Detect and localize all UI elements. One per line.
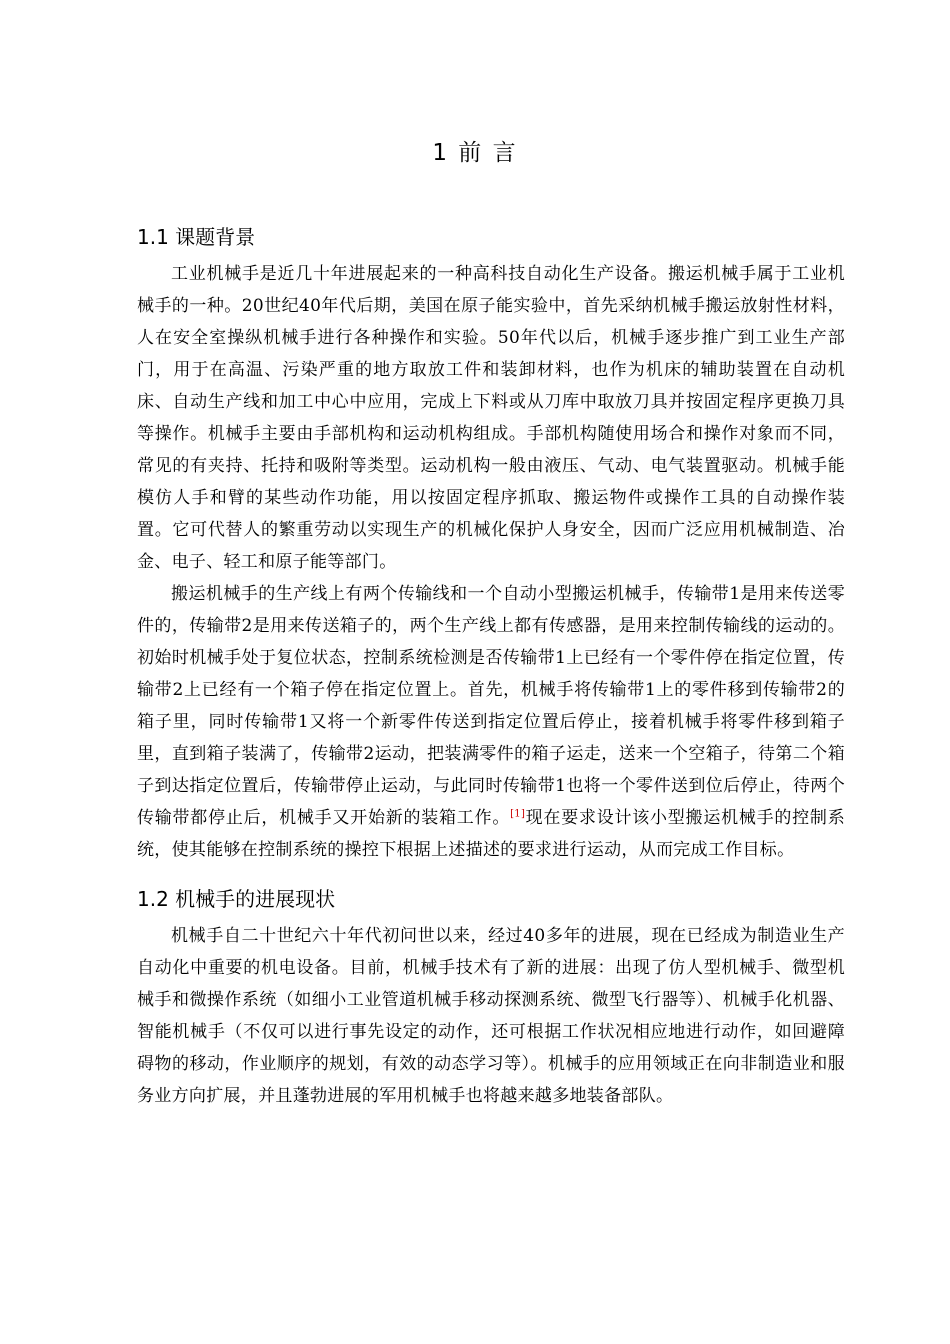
- paragraph-text: 现在要求设计该小型搬运机械手的控制系统，使其能够在控制系统的操控下根据上述描述的要求进行运动，从而完成工作目标。: [137, 808, 845, 860]
- section-heading-1-2: 1.2 机械手的进展现状: [137, 887, 336, 911]
- paragraph-background-2: [137, 578, 845, 866]
- paragraph-text: 搬运机械手的生产线上有两个传输线和一个自动小型搬运机械手，传输带1是用来传送零件的，传输带2是用来传送箱子的，两个生产线上都有传感器，是用来控制传输线的运动的。初始时机械手处于复位状态，控制系统检测是否传输带1上已经有一个零件停在指定位置，传输带2上已经有一个箱子停在指定位置上。首先，机械手将传输带1上的零件移到传输带2的箱子里，同时传输带1又将一个新零件传送到指定位置后停止，接着机械手将零件移到箱子里，直到箱子装满了，传输带2运动，把装满零件的箱子运走，送来一个空箱子，待第二个箱子到达指定位置后，传输带停止运动，与此同时传输带1也将一个零件送到位后停止，待两个传输带都停止后，机械手又开始新的装箱工作。: [137, 584, 845, 828]
- paragraph-status-1: 机械手自二十世纪六十年代初问世以来，经过40多年的进展，现在已经成为制造业生产自动化中重要的机电设备。目前，机械手技术有了新的进展：出现了仿人型机械手、微型机械手和微操作系统（如细小工业管道机械手移动探测系统、微型飞行器等）、机械手化机器、智能机械手（不仅可以进行事先设定的动作，还可根据工作状况相应地进行动作，如回避障碍物的移动，作业顺序的规划，有效的动态学习等）。机械手的应用领域正在向非制造业和服务业方向扩展，并且蓬勃进展的军用机械手也将越来越多地装备部队。: [137, 926, 845, 1106]
- document-body: [137, 222, 845, 1112]
- paragraph-background-1: 工业机械手是近几十年进展起来的一种高科技自动化生产设备。搬运机械手属于工业机械手的一种。20世纪40年代后期，美国在原子能实验中，首先采纳机械手搬运放射性材料，人在安全室操纵机械手进行各种操作和实验。50年代以后，机械手逐步推广到工业生产部门，用于在高温、污染严重的地方取放工件和装卸材料，也作为机床的辅助装置在自动机床、自动生产线和加工中心中应用，完成上下料或从刀库中取放刀具并按固定程序更换刀具等操作。机械手主要由手部机构和运动机构组成。手部机构随使用场合和操作对象而不同，常见的有夹持、托持和吸附等类型。运动机构一般由液压、气动、电气装置驱动。机械手能模仿人手和臂的某些动作功能，用以按固定程序抓取、搬运物件或操作工具的自动操作装置。它可代替人的繁重劳动以实现生产的机械化保护人身安全，因而广泛应用机械制造、冶金、电子、轻工和原子能等部门。: [137, 264, 845, 572]
- chapter-title: 1 前 言: [432, 140, 518, 166]
- section-heading-1-1: 1.1 课题背景: [137, 225, 256, 249]
- reference-marker[interactable]: [1]: [510, 808, 526, 820]
